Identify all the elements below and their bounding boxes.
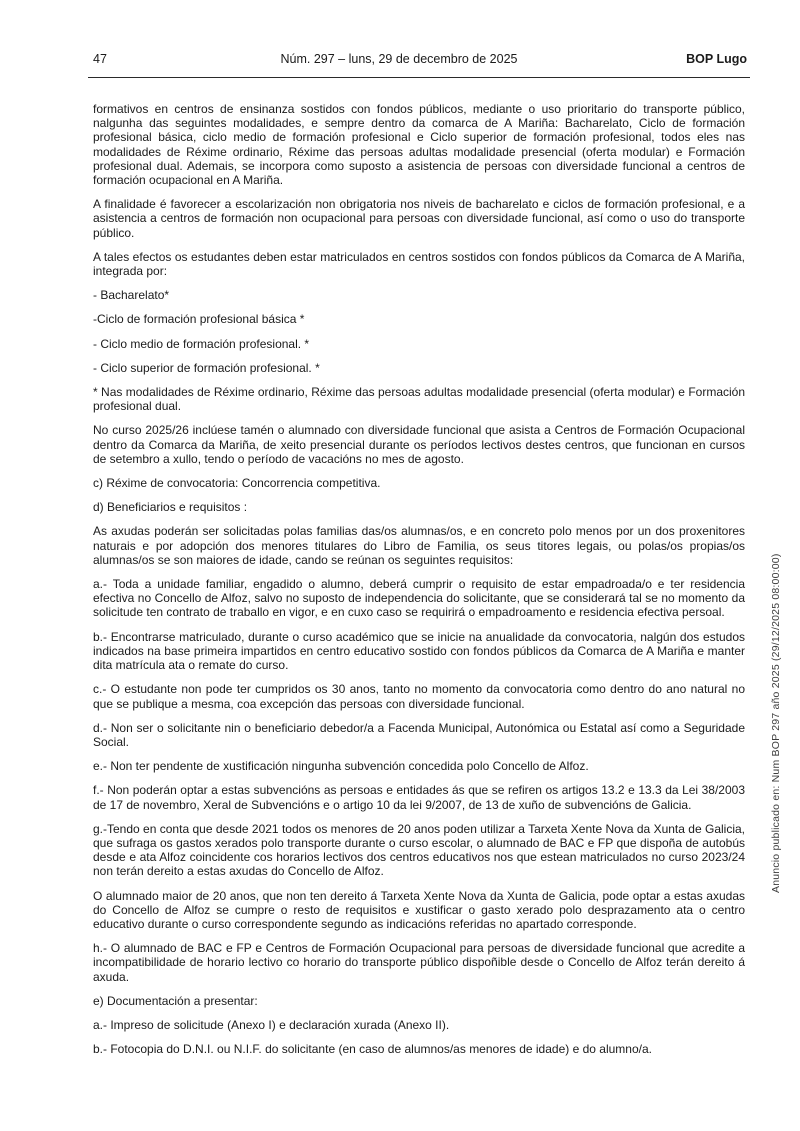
paragraph: e) Documentación a presentar: — [93, 993, 258, 1008]
paragraph: a.- Toda a unidade familiar, engadido o alumno, deberá cumprir o requisito de estar empadroada/o e ter residencia efectiva no Concello de Alfoz, salvo no suposto de independencia do solicitante, que se considerará tal se no momento da solicitude ten contrato de traballo en vigor, e en cuxo caso se requirirá o empadroamento e residencia efectiva persoal. — [93, 577, 745, 620]
paragraph: f.- Non poderán optar a estas subvencións as persoas e entidades ás que se refiren os artigos 13.2 e 13.3 da Lei 38/2003 de 17 de novembro, Xeral de Subvencións e o artigo 10 da lei 9/2007, de 13 de xuño de subvencións de Galicia. — [93, 783, 745, 812]
page-header — [88, 52, 750, 70]
paragraph: - Bacharelato* — [93, 288, 170, 303]
paragraph: * Nas modalidades de Réxime ordinario, Réxime das persoas adultas modalidade presencial (oferta modular) e Formación profesional dual. — [93, 385, 745, 414]
paragraph: - Ciclo superior de formación profesional. * — [93, 360, 320, 375]
paragraph: - Ciclo medio de formación profesional. * — [93, 336, 310, 351]
paragraph: g.-Tendo en conta que desde 2021 todos os menores de 20 anos poden utilizar a Tarxeta Xente Nova da Xunta de Galicia, que sufraga os gastos xerados polo transporte durante o curso escolar, o alumnado de BAC e FP que dispoña de autobús desde e ata Alfoz coincidente cos horarios lectivos dos centros educativos nos que estean matriculados no curso 2023/24 non terán dereito a estas axudas do Concello de Alfoz. — [93, 821, 745, 879]
paragraph: h.- O alumnado de BAC e FP e Centros de Formación Ocupacional para persoas de diversidade funcional que acredite a incompatibilidade de horario lectivo co horario do transporte público dispoñible desde o Concello de Alfoz terán dereito á axuda. — [93, 941, 745, 984]
paragraph: O alumnado maior de 20 anos, que non ten dereito á Tarxeta Xente Nova da Xunta de Galicia, pode optar a estas axudas do Concello de Alfoz se cumpre o resto de requisitos e xustificar o gasto xerado polo desprazamento ata o centro educativo durante o curso correspondente segundo as indicacións referidas no apartado corresponde. — [93, 888, 745, 931]
paragraph: e.- Non ter pendente de xustificación ningunha subvención concedida polo Concello de Alfoz. — [93, 759, 589, 774]
paragraph: formativos en centros de ensinanza sostidos con fondos públicos, mediante o uso prioritario do transporte público, nalgunha das seguintes modalidades, e sempre dentro da comarca de A Mariña: Bacharelato, Ciclo de formación profesional básica, ciclo medio de formación profesional e Ciclo superior de formación profesional, todos eles nas modalidades de Réxime ordinario, Réxime das persoas adultas modalidade presencial (oferta modular) e Formación profesional dual. Ademais, se incorpora como suposto a asistencia de persoas con diversidade funcional a centros de formación ocupacional en A Mariña. — [93, 102, 745, 188]
paragraph: A finalidade é favorecer a escolarización non obrigatoria nos niveis de bacharelato e ciclos de formación profesional, e a asistencia a centros de formación non ocupacional para persoas con diversidade funcional, así como o uso do transporte público. — [93, 197, 745, 240]
paragraph: A tales efectos os estudantes deben estar matriculados en centros sostidos con fondos públicos da Comarca de A Mariña, integrada por: — [93, 249, 745, 279]
paragraph: a.- Impreso de solicitude (Anexo I) e declaración xurada (Anexo II). — [93, 1017, 450, 1032]
paragraph: d.- Non ser o solicitante nin o beneficiario debedor/a a Facenda Municipal, Autonómica ou Estatal así como a Seguridade Social. — [93, 720, 745, 749]
bulletin-brand: BOP Lugo — [686, 52, 747, 66]
paragraph: b.- Encontrarse matriculado, durante o curso académico que se inicie na anualidade da convocatoria, nalgún dos estudos indicados na base primeira impartidos en centro educativo sostido con fondos públicos da Comarca de A Mariña e manter dita matrícula ata o remate do curso. — [93, 629, 745, 673]
paragraph: c) Réxime de convocatoria: Concorrencia competitiva. — [93, 476, 381, 491]
page-number: 47 — [93, 52, 107, 66]
paragraph: b.- Fotocopia do D.N.I. ou N.I.F. do solicitante (en caso de alumnos/as menores de idade) e do alumno/a. — [93, 1042, 652, 1057]
bulletin-issue-date: Núm. 297 – luns, 29 de decembro de 2025 — [280, 52, 518, 66]
publication-side-note: Anuncio publicado en: Num BOP 297 año 2025 (29/12/2025 08:00:00) — [770, 553, 782, 893]
document-body — [93, 102, 745, 1066]
paragraph: c.- O estudante non pode ter cumpridos os 30 anos, tanto no momento da convocatoria como dentro do ano natural no que se publique a mesma, coa excepción das persoas con diversidade funcional. — [93, 682, 745, 711]
paragraph: As axudas poderán ser solicitadas polas familias das/os alumnas/os, e en concreto polo menos por un dos proxenitores naturais e por adopción dos menores titulares do Libro de Familia, os seus titores legais, ou polas/os propias/os alumnas/os se son maiores de idade, cando se reúnan os seguintes requisitos: — [93, 524, 745, 567]
header-divider — [88, 77, 750, 78]
paragraph: d) Beneficiarios e requisitos : — [93, 500, 248, 515]
paragraph: No curso 2025/26 inclúese tamén o alumnado con diversidade funcional que asista a Centros de Formación Ocupacional dentro da Comarca da Mariña, de xeito presencial durante os períodos lectivos destes centros, que funcionan en cursos de setembro a xullo, tendo o período de vacacións no mes de agosto. — [93, 423, 745, 466]
paragraph: -Ciclo de formación profesional básica * — [93, 312, 305, 327]
